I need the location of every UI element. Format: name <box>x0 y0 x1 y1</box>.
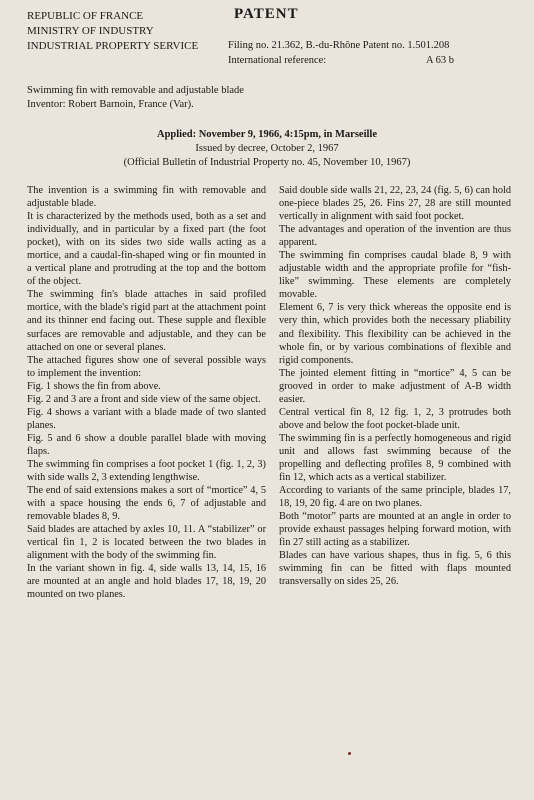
paragraph: Fig. 2 and 3 are a front and side view of the same object. <box>27 393 261 405</box>
application-dates <box>0 128 534 170</box>
inventor: Inventor: Robert Barnoin, France (Var). <box>27 99 194 110</box>
paragraph: It is characterized by the methods used, both as a set and individually, and in particular by a fixed part (the foot pocket), with on its sides two side walls acting as a mortice, and a caudal-fin-shaped wing or fin mounted in a vertical plane and protruding at the top and the bottom of the object. <box>27 211 266 288</box>
paragraph: Both “motor” parts are mounted at an angle in order to provide exhaust passages helping forward motion, with fin 27 still acting as a stabilizer. <box>279 511 511 549</box>
right-column <box>279 184 511 588</box>
paragraph: Fig. 1 shows the fin from above. <box>27 380 161 392</box>
paragraph: Blades can have various shapes, thus in fig. 5, 6 this swimming fin can be fitted with flaps mounted transversally on sides 25, 26. <box>279 550 511 588</box>
bulletin-reference: (Official Bulletin of Industrial Property no. 45, November 10, 1967) <box>123 157 411 168</box>
issuing-authority <box>27 9 198 54</box>
paragraph: The invention is a swimming fin with removable and adjustable blade. <box>27 185 266 210</box>
ink-speck <box>348 752 351 755</box>
filing-number: Filing no. 21.362, B.-du-Rhône Patent no. 1.501.208 <box>228 40 450 51</box>
paragraph: The attached figures show one of several possible ways to implement the invention: <box>27 354 266 379</box>
paragraph: Element 6, 7 is very thick whereas the opposite end is very thin, which provides both the necessary pliability and flexibility. This flexibility can be achieved in the whole fin, or by various combinations of flexible and rigid components. <box>279 302 511 366</box>
filing-info <box>228 38 455 68</box>
paragraph: Central vertical fin 8, 12 fig. 1, 2, 3 protrudes both above and below the foot pocket-blade unit. <box>279 406 511 431</box>
paragraph: Said double side walls 21, 22, 23, 24 (fig. 5, 6) can hold one-piece blades 25, 26. Fins 27, 28 are still mounted vertically in alignment with said foot pocket. <box>279 185 511 223</box>
paragraph: According to variants of the same principle, blades 17, 18, 19, 20 fig. 4 are on two planes. <box>279 485 511 510</box>
applied-date: Applied: November 9, 1966, 4:15pm, in Marseille <box>157 129 377 140</box>
invention-title: Swimming fin with removable and adjustable blade <box>27 85 244 96</box>
paragraph: The swimming fin comprises a foot pocket 1 (fig. 1, 2, 3) with side walls 2, 3 extending lengthwise. <box>27 458 266 484</box>
authority-line: MINISTRY OF INDUSTRY <box>27 25 154 37</box>
paragraph: Fig. 5 and 6 show a double parallel blade with moving flaps. <box>27 432 266 457</box>
paragraph: The advantages and operation of the invention are thus apparent. <box>279 224 511 249</box>
paragraph: The swimming fin is a perfectly homogeneous and rigid unit and allows fast swimming because of the propelling and deflecting profiles 8, 9 combined with fin 12, which acts as a vertical stabilizer. <box>279 432 511 484</box>
authority-line: INDUSTRIAL PROPERTY SERVICE <box>27 40 199 52</box>
paragraph: Fig. 4 shows a variant with a blade made of two slanted planes. <box>27 406 266 431</box>
left-column <box>27 184 266 602</box>
paragraph: In the variant shown in fig. 4, side walls 13, 14, 15, 16 are mounted at an angle and hold blades 17, 18, 19, 20 mounted on two planes. <box>27 563 266 601</box>
paragraph: The jointed element fitting in “mortice” 4, 5 can be grooved in order to make adjustment of A-B width easier. <box>279 367 511 405</box>
paragraph: The swimming fin comprises caudal blade 8, 9 with adjustable width and the appropriate profile for “fish-like” swimming. These elements are completely movable. <box>279 250 511 301</box>
intl-ref-code: A 63 b <box>426 55 455 66</box>
paragraph: Said blades are attached by axles 10, 11. A “stabilizer” or vertical fin 1, 2 is located between the two blades in alignment with the body of the swimming fin. <box>27 524 266 562</box>
issued-date: Issued by decree, October 2, 1967 <box>195 143 339 154</box>
paragraph: The swimming fin's blade attaches in said profiled mortice, with the blade's rigid part at the attachment point and its thinner end facing out. These supple and flexible surfaces are removable and adjustable, and they can be attached on one or several planes. <box>27 289 266 353</box>
international-reference <box>228 53 455 68</box>
paragraph: The end of said extensions makes a sort of “mortice” 4, 5 with a space housing the ends 6, 7 of adjustable and removable blades 8, 9. <box>27 485 266 523</box>
invention-title-block <box>27 84 244 112</box>
patent-heading: PATENT <box>234 6 299 22</box>
authority-line: REPUBLIC OF FRANCE <box>27 10 144 22</box>
intl-ref-label: International reference: <box>228 55 327 66</box>
